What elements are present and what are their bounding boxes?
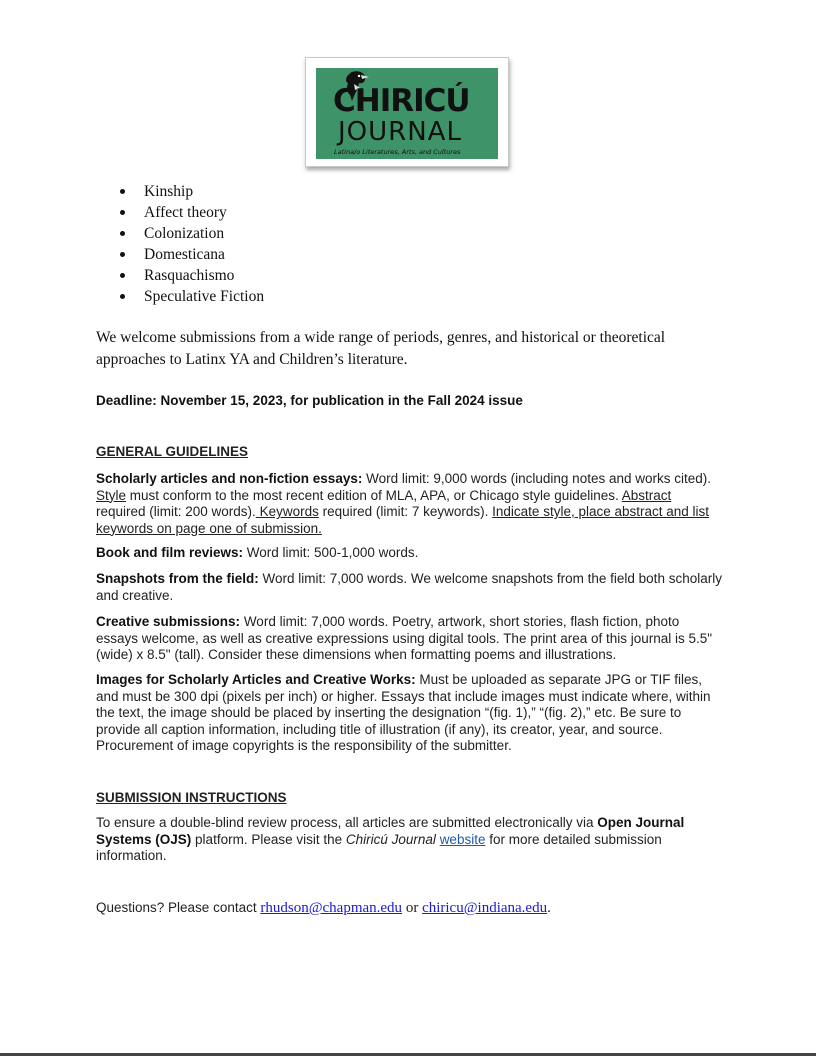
website-link[interactable]: website [439,831,486,847]
bullet-icon [120,252,125,257]
bullet-icon [120,189,125,194]
submission-instructions-heading: SUBMISSION INSTRUCTIONS [96,790,287,805]
scholarly-guidelines: Scholarly articles and non-fiction essays: Word limit: 9,000 words (including notes and works cited). Style must conform to the most recent edition of MLA, APA, or Chicago style guidelines. Abstract required (limit: 200 words). Keywords required (limit: 7 keywords). Indicate style, place abstract and list keywords on page one of submission. [96,471,711,536]
snapshots-guidelines: Snapshots from the field: Word limit: 7,000 words. We welcome snapshots from the field both scholarly and creative. [96,571,722,603]
intro-paragraph: We welcome submissions from a wide range of periods, genres, and historical or theoretical approaches to Latinx YA and Children’s literature. [96,329,666,368]
logo-title: CHIRICÚ [333,83,470,119]
questions-line: Questions? Please contact rhudson@chapman.edu or chiricu@indiana.edu. [96,900,551,916]
list-item: Rasquachismo [118,265,264,286]
list-item: Colonization [118,223,264,244]
topics-list [118,181,264,307]
email-link-indiana[interactable]: chiricu@indiana.edu [422,900,548,916]
journal-logo [305,57,509,167]
list-item: Domesticana [118,244,264,265]
deadline: Deadline: November 15, 2023, for publication in the Fall 2024 issue [96,393,523,408]
bullet-icon [120,273,125,278]
list-item: Affect theory [118,202,264,223]
logo-background [316,68,498,159]
image-guidelines: Images for Scholarly Articles and Creative Works: Must be uploaded as separate JPG or TIF files, and must be 300 dpi (pixels per inch) or higher. Essays that include images must indicate where, within the text, the image should be placed by inserting the designation “(fig. 1),” “(fig. 2),” etc. Be sure to provide all caption information, including title of illustration (if any), its creator, year, and source. Procurement of image copyrights is the responsibility of the submitter. [96,672,711,753]
creative-guidelines: Creative submissions: Word limit: 7,000 words. Poetry, artwork, short stories, flash fiction, photo essays welcome, as well as creative expressions using digital tools. The print area of this journal is 5.5" (wide) x 8.5" (tall). Consider these dimensions when formatting poems and illustrations. [96,614,713,662]
email-link-chapman[interactable]: rhudson@chapman.edu [260,900,403,916]
list-item: Speculative Fiction [118,286,264,307]
bullet-icon [120,231,125,236]
general-guidelines-heading: GENERAL GUIDELINES [96,444,249,459]
submission-paragraph: To ensure a double-blind review process, all articles are submitted electronically via Open Journal Systems (OJS) platform. Please visit the Chiricú Journal website for more detailed submission information. [96,815,685,863]
bullet-icon [120,210,125,215]
list-item: Kinship [118,181,264,202]
logo-tagline: Latina/o Literatures, Arts, and Cultures [334,148,461,156]
book-review-guidelines: Book and film reviews: Word limit: 500-1,000 words. [96,545,419,560]
logo-subtitle: JOURNAL [338,117,462,147]
bullet-icon [120,294,125,299]
